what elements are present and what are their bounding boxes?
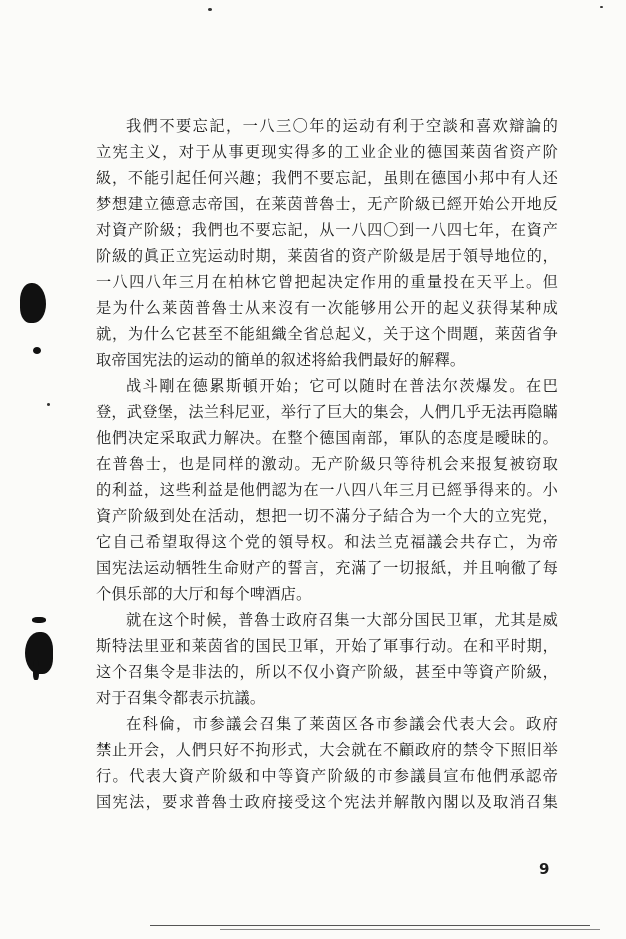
text-line: 級，不能引起任何兴趣；我們不要忘記，虽則在德国小邦中有人还 xyxy=(96,169,558,187)
text-line: 阶級的眞正立宪运动时期，莱茵省的资产阶級是居于領导地位的， xyxy=(96,247,558,265)
body-text xyxy=(96,113,558,815)
text-line: 他們决定采取武力解决。在整个德国南部，軍队的态度是曖昧的。 xyxy=(96,429,558,447)
text-line: 战斗剛在德累斯頓开始；它可以随时在普法尔茨爆发。在巴 xyxy=(126,377,558,395)
ink-blot xyxy=(25,632,53,674)
text-line: 梦想建立德意志帝国，在莱茵普魯士，无产阶級已經开始公开地反 xyxy=(96,195,558,213)
ink-speck xyxy=(47,403,50,406)
text-line: 在普魯士，也是同样的激动。无产阶級只等待机会来报复被窃取 xyxy=(96,455,558,473)
text-line: 斯特法里亚和莱茵省的国民卫軍，开始了軍事行动。在和平时期， xyxy=(96,637,558,655)
bottom-rule xyxy=(150,925,590,926)
ink-blot xyxy=(32,617,46,623)
text-line: 对于召集令都表示抗議。 xyxy=(96,689,266,707)
text-line: 这个召集令是非法的，所以不仅小資产阶級，甚至中等資产阶級， xyxy=(96,663,558,681)
text-line: 国宪法运动牺牲生命财产的誓言，充滿了一切报紙，并且响徹了每 xyxy=(96,559,558,577)
text-line: 資产阶級到处在活动，想把一切不滿分子結合为一个大的立宪党， xyxy=(96,507,558,525)
text-line: 国宪法，要求普魯士政府接受这个宪法并解散內閣以及取消召集 xyxy=(96,793,558,811)
text-line: 登，武登堡，法兰科尼亚，举行了巨大的集会，人們几乎无法再隐瞞 xyxy=(96,403,558,421)
ink-speck xyxy=(600,6,603,8)
bottom-rule xyxy=(220,929,600,930)
text-line: 个俱乐部的大厅和每个啤酒店。 xyxy=(96,585,312,603)
text-line: 是为什么莱茵普魯士从来沒有一次能够用公开的起义获得某种成 xyxy=(96,299,558,317)
text-line: 它自己希望取得这个党的領导权。和法兰克福議会共存亡，为帝 xyxy=(96,533,558,551)
text-line: 就，为什么它甚至不能組織全省总起义，关于这个問題，莱茵省争 xyxy=(96,325,558,343)
ink-blot xyxy=(20,283,46,323)
text-line: 取帝国宪法的运动的簡单的叙述将給我們最好的解釋。 xyxy=(96,351,466,369)
text-line: 禁止开会，人們只好不拘形式，大会就在不顧政府的禁令下照旧举 xyxy=(96,741,558,759)
page-number: 9 xyxy=(539,860,550,878)
ink-speck xyxy=(208,8,212,11)
text-line: 我們不要忘記，一八三〇年的运动有利于空談和喜欢辯論的 xyxy=(126,117,558,135)
text-line: 的利益，这些利益是他們認为在一八四八年三月已經爭得来的。小 xyxy=(96,481,558,499)
ink-blot xyxy=(33,347,41,354)
text-line: 就在这个时候，普魯士政府召集一大部分国民卫軍，尤其是威 xyxy=(126,611,558,629)
text-line: 立宪主义，对于从事更现实得多的工业企业的德国莱茵省资产阶 xyxy=(96,143,558,161)
ink-blot xyxy=(33,660,39,680)
text-line: 在科倫，市参議会召集了莱茵区各市参議会代表大会。政府 xyxy=(126,715,558,733)
text-line: 一八四八年三月在柏林它曾把起决定作用的重量投在天平上。但 xyxy=(96,273,558,291)
text-line: 行。代表大資产阶級和中等資产阶級的市参議員宣布他們承認帝 xyxy=(96,767,558,785)
text-line: 对資产阶級；我們也不要忘記，从一八四〇到一八四七年，在資产 xyxy=(96,221,558,239)
